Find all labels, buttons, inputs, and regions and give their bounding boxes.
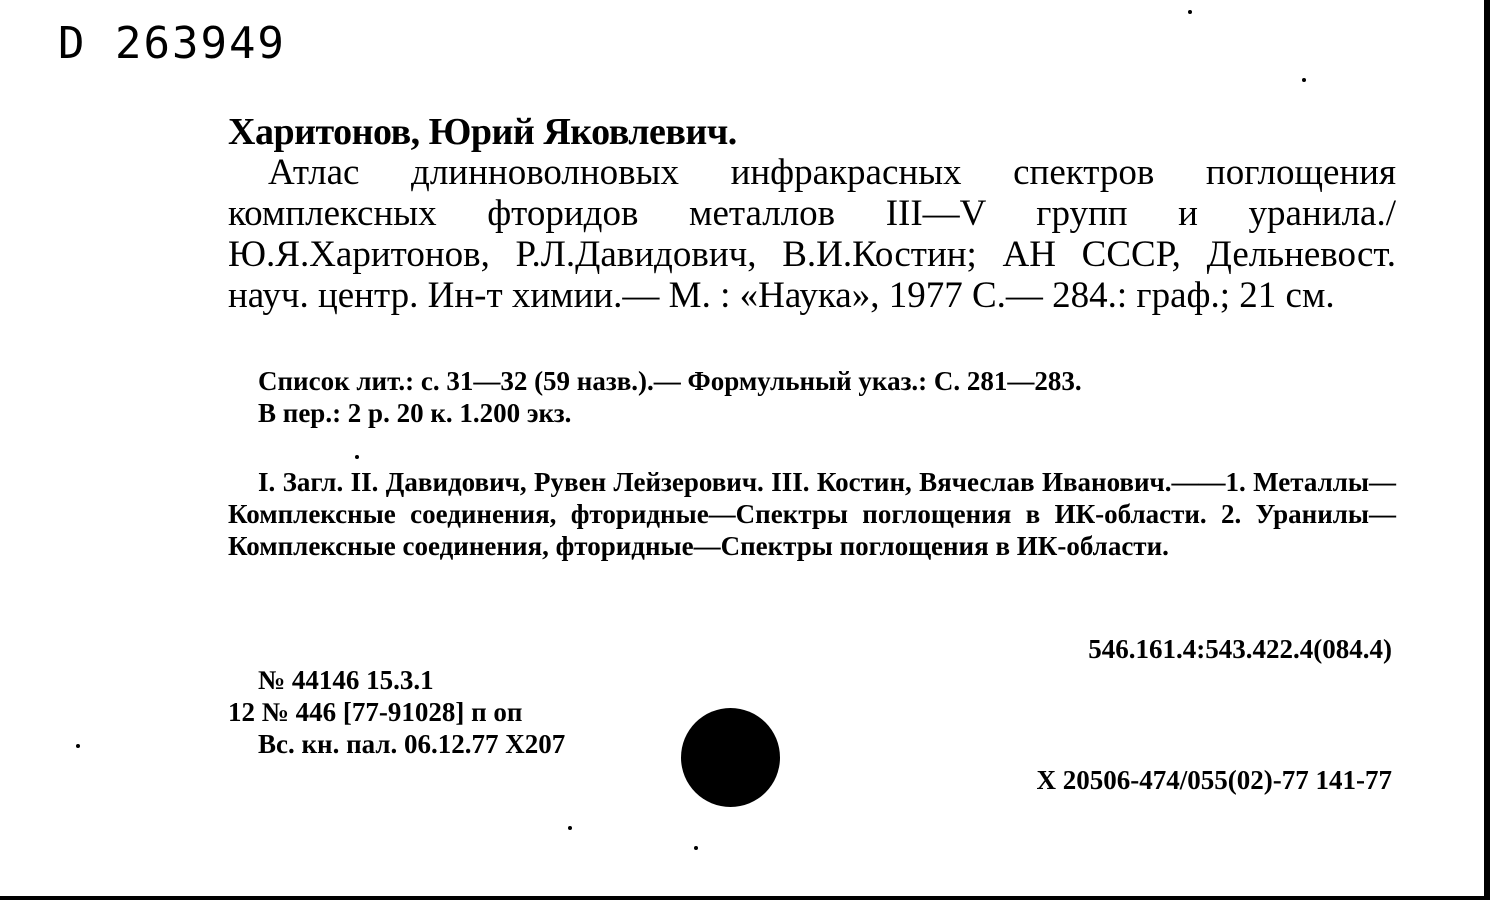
dust-speck	[1188, 10, 1192, 14]
tracings: I. Загл. II. Давидович, Рувен Лейзерович. III. Костин, Вячеслав Иванович.——1. Металлы—Комплексные соединения, фторидные—Спектры поглощения в ИК-области. 2. Уранилы—Комплексные соединения, фторидные—Спектры поглощения в ИК-области.	[228, 467, 1396, 561]
service-info	[228, 664, 565, 760]
price-note: В пер.: 2 р. 20 к. 1.200 экз.	[258, 398, 572, 428]
udc-code: 546.161.4:543.422.4(084.4)	[1088, 634, 1392, 664]
dust-speck	[694, 846, 698, 850]
bibliography-note: Список лит.: с. 31—32 (59 назв.).— Формульный указ.: С. 281—283.	[258, 366, 1082, 396]
service-line-3: Вс. кн. пал. 06.12.77 X207	[258, 729, 566, 759]
accession-number: D 263949	[58, 18, 286, 69]
dust-speck	[76, 744, 80, 748]
dust-speck	[568, 826, 572, 830]
bibliographic-description: Атлас длинноволновых инфракрасных спектров поглощения комплексных фторидов металлов III—V групп и уранила./ Ю.Я.Харитонов, Р.Л.Давидович, В.И.Костин; АН СССР, Дельневост. науч. центр. Ин-т химии.— М. : «Наука», 1977 С.— 284.: граф.; 21 см.	[228, 152, 1396, 316]
bbk-code: X 20506-474/055(02)-77 141-77	[1036, 765, 1392, 795]
card-border-bottom	[0, 896, 1490, 900]
service-line-2: 12 № 446 [77-91028] п оп	[228, 697, 523, 727]
punch-hole	[681, 708, 780, 807]
author-heading: Харитонов, Юрий Яковлевич.	[228, 111, 737, 153]
dust-speck	[355, 455, 359, 459]
service-line-1: № 44146 15.3.1	[258, 665, 434, 695]
dust-speck	[1302, 78, 1306, 82]
notes-block	[258, 365, 1388, 429]
card-border-right	[1484, 0, 1490, 900]
